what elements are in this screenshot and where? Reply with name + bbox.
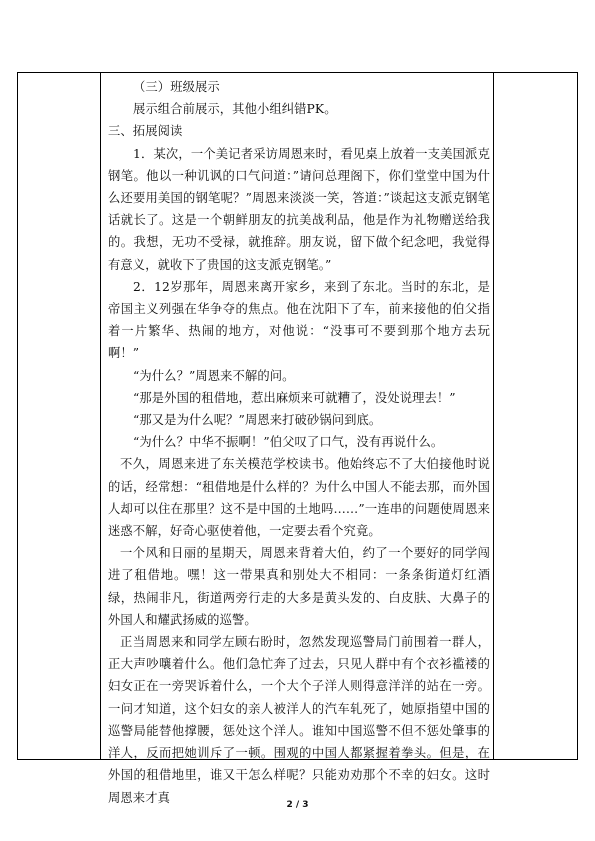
dialogue-line: “那是外国的租借地，惹出麻烦来可就糟了，没处说理去！” <box>133 390 456 405</box>
dialogue-line: “那又是为什么呢？”周恩来打破砂锅问到底。 <box>133 413 382 428</box>
section-heading: 三、拓展阅读 <box>108 124 183 139</box>
table-column-divider-2 <box>493 72 494 760</box>
sub-heading: （三）班级展示 <box>133 80 220 94</box>
table-border-left <box>17 72 18 760</box>
sub-text: 展示组合前展示，其他小组纠错PK。 <box>133 102 337 117</box>
dialogue-line: “为什么？中华不振啊！”伯父叹了口气，没有再说什么。 <box>133 435 444 450</box>
paragraph: 正当周恩来和同学左顾右盼时，忽然发现巡警局门前围着一群人，正大声吵嚷着什么。他们急忙奔了过去，只见人群中有个衣衫褴褛的妇女正在一旁哭诉着什么，一个大个子洋人则得意洋洋的站在一旁。一问才知道，这个妇女的亲人被洋人的汽车轧死了，她原指望中国的巡警局能替他撑腰，惩处这个洋人。谁知中国巡警不但不惩处肇事的洋人，反而把她训斥了一顿。围观的中国人都紧握着拳头。但是，在外国的租借地里，谁又干怎么样呢？只能劝劝那个不幸的妇女。这时周恩来才真 <box>108 635 490 805</box>
paragraph: 不久，周恩来进了东关模范学校读书。他始终忘不了大伯接他时说的话，经常想：“租借地是什么样的？为什么中国人不能去那，而外国人却可以住在那里？这不是中国的土地吗……”一连串的问题使周恩来迷惑不解，好奇心驱使着他，一定要去看个究竟。 <box>108 457 490 539</box>
paragraph: 1．某次，一个美记者采访周恩来时，看见桌上放着一支美国派克钢笔。他以一种讥讽的口气问道：”请问总理阁下，你们堂堂中国为什么还要用美国的钢笔呢？”周恩来淡淡一笑，答道：”谈起这支派克钢笔话就长了。这是一个朝鲜朋友的抗美战利品，他是作为礼物赠送给我的。我想，无功不受禄，就推辞。朋友说，留下做个纪念吧，我觉得有意义，就收下了贵国的这支派克钢笔。” <box>108 146 490 272</box>
page-number: 2 / 3 <box>286 800 309 810</box>
table-border-right <box>577 72 578 760</box>
paragraph: 一个风和日丽的星期天，周恩来背着大伯，约了一个要好的同学闯进了租借地。嘿！这一带果真和别处大不相同：一条条街道灯红酒绿，热闹非凡，街道两旁行走的大多是黄头发的、白皮肤、大鼻子的外国人和耀武扬威的巡警。 <box>108 546 490 627</box>
paragraph: 2．12岁那年，周恩来离开家乡，来到了东北。当时的东北，是帝国主义列强在华争夺的焦点。他在沈阳下了车，前来接他的伯父指着一片繁华、热闹的地方，对他说：“没事可不要到那个地方去玩啊！” <box>108 279 490 361</box>
dialogue-line: “为什么？”周恩来不解的问。 <box>133 368 295 383</box>
table-column-divider-1 <box>100 72 101 760</box>
lesson-content-cell <box>108 76 490 809</box>
